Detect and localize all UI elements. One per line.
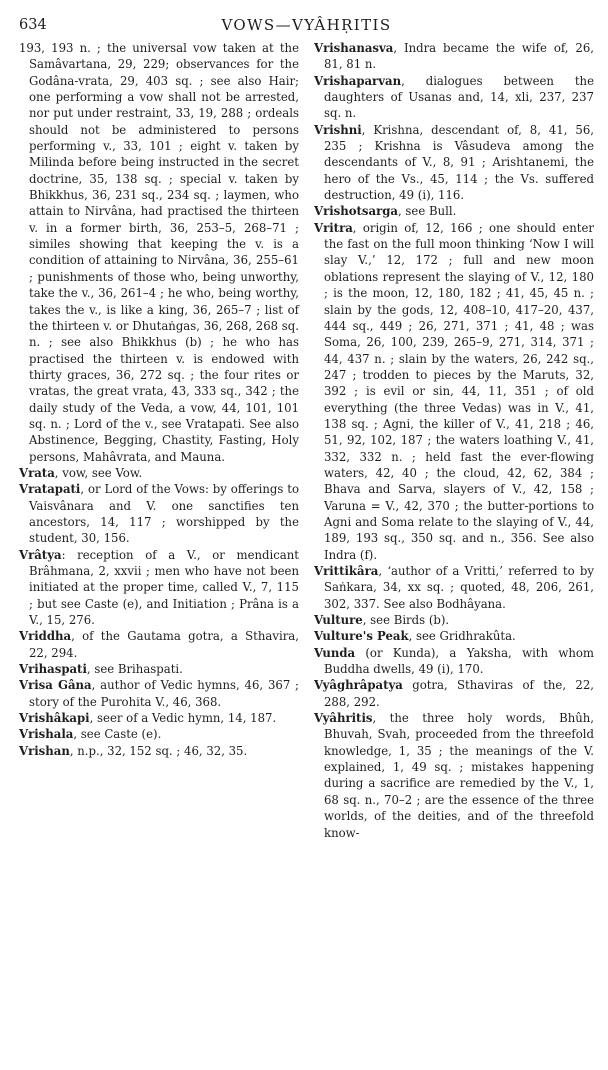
index-entry	[314, 710, 594, 841]
entry-headword: Vriddha	[19, 629, 72, 644]
index-entry	[314, 40, 594, 73]
index-entry	[314, 628, 594, 644]
index-columns	[19, 40, 594, 841]
entry-headword: Vrishotsarga	[314, 204, 398, 219]
entry-headword: Vrihaspati	[19, 662, 87, 677]
page-number: 634	[19, 17, 47, 33]
entry-headword: Vrishaparvan	[314, 73, 402, 88]
entry-text: , the three holy words, Bhûh, Bhuvah, Svah, proceeded from the threefold knowledge, 1, 35 ; the meanings of the V. explained, 1, 49 sq. ; mistakes happening during a sacrifice are remedied by the V., 1, 68 sq. n., 70–2 ; are the essence of the three worlds, of the deities, and of the threefold know-	[324, 711, 594, 840]
index-entry	[314, 203, 594, 219]
index-entry	[314, 122, 594, 204]
entry-text: , or Lord of the Vows: by offerings to Vaisvânara and V. one sanctifies ten ancestors, 14, 117 ; worshipped by the student, 30, 156.	[29, 482, 299, 546]
entry-text: , see Brihaspati.	[86, 662, 183, 677]
running-head: VOWS—VYÂHṚITIS	[221, 16, 392, 34]
index-entry	[314, 677, 594, 710]
entry-text: , see Birds (b).	[362, 613, 450, 628]
entry-headword: Vulture's Peak	[314, 629, 409, 644]
index-entry	[19, 547, 299, 629]
index-entry	[19, 677, 299, 710]
left-column	[19, 40, 299, 841]
entry-headword: Vratapati	[19, 482, 81, 497]
entry-text: , see Gridhrakûta.	[408, 629, 516, 644]
entry-headword: Vrishanasva	[314, 41, 394, 55]
entry-headword: Vyâhritis	[314, 711, 373, 726]
entry-text: : reception of a V., or mendicant Brâhmana, 2, xxvii ; men who have not been initiated at the proper time, called V., 7, 115 ; but see Caste (e), and Initiation ; Prâna is a V., 15, 276.	[29, 547, 299, 628]
index-entry	[314, 563, 594, 612]
index-entry	[19, 481, 299, 546]
entry-headword: Vrâtya	[19, 547, 62, 562]
index-entry	[19, 628, 299, 661]
index-entry	[19, 40, 299, 465]
entry-headword: Vrata	[19, 465, 55, 480]
entry-text: , Indra became the wife of, 26, 81, 81 n.	[324, 41, 594, 72]
index-entry	[314, 73, 594, 122]
entry-text: , vow, see Vow.	[54, 465, 143, 480]
index-entry	[314, 220, 594, 563]
entry-text: , origin of, 12, 166 ; one should enter the fast on the full moon thinking ‘Now I will slay V.,’ 12, 172 ; full and new moon oblations represent the slaying of V., 12, 180 ; is the moon, 12, 180, 182 ; 41, 45, 45 n. ; slain by the gods, 12, 408–10, 417–20, 437, 444 sq., 449 ; 26, 271, 371 ; 41, 48 ; was Soma, 26, 100, 239, 265–9, 271, 314, 371 ; 44, 437 n. ; slain by the waters, 26, 242 sq., 247 ; trodden to pieces by the Maruts, 32, 392 ; is evil or sin, 44, 11, 351 ; of old everything (the three Vedas) was in V., 41, 138 sq. ; Agni, the killer of V., 41, 218 ; 46, 51, 92, 102, 187 ; the waters loathing V., 41, 332, 332 n. ; held fast the ever-flowing waters, 42, 40 ; the cloud, 42, 62, 384 ; Bhava and Sarva, slayers of V., 42, 158 ; Varuna = V., 42, 370 ; the butter-portions to Agni and Soma relate to the slaying of V., 44, 189, 193 sq., 350 sq. and n., 356. See also Indra (f).	[324, 220, 594, 562]
entry-text: (or Kunda), a Yaksha, with whom Buddha dwells, 49 (i), 170.	[324, 645, 594, 677]
entry-headword: Vrittikâra	[314, 564, 379, 578]
index-entry	[314, 645, 594, 678]
entry-headword: Vrishâkapi	[19, 711, 90, 726]
entry-text: , author of Vedic hymns, 46, 367 ; story of the Purohita V., 46, 368.	[29, 678, 299, 709]
index-entry	[314, 612, 594, 628]
index-entry	[19, 661, 299, 677]
entry-headword: Vrishan	[19, 743, 70, 758]
entry-text: , seer of a Vedic hymn, 14, 187.	[89, 711, 277, 726]
index-entry	[19, 710, 299, 726]
index-entry	[19, 743, 299, 759]
index-entry	[19, 465, 299, 481]
entry-text: 193, 193 n. ; the universal vow taken at the Samâvartana, 29, 229; observances for the Godâna-vrata, 29, 403 sq. ; see also Hair; one performing a vow shall not be arrested, nor put under restraint, 33, 19, 288 ; ordeals should not be administered to persons performing v., 33, 101 ; eight v. taken by Milinda before being instructed in the secret doctrine, 35, 138 sq. ; special v. taken by Bhikkhus, 36, 231 sq., 234 sq. ; laymen, who attain to Nirvâna, had practised the thirteen v. in a former birth, 36, 253–5, 268–71 ; similes showing that keeping the v. is a condition of attaining to Nirvâna, 36, 255–61 ; punishments of those who, being unworthy, take the v., 36, 261–4 ; he who, being worthy, takes the v., is like a king, 36, 265–7 ; list of the thirteen v. or Dhutaṅgas, 36, 268, 268 sq. n. ; see also Bhikkhus (b) ; he who has practised the thirteen v. is endowed with thirty graces, 36, 272 sq. ; the four rites or vratas, the great vrata, 43, 333 sq., 342 ; the daily study of the Veda, a vow, 44, 101, 101 sq. n. ; Lord of the v., see Vratapati. See also Abstinence, Begging, Chastity, Fasting, Holy persons, Mahâvrata, and Mauna.	[19, 41, 299, 464]
index-entry	[19, 726, 299, 742]
entry-headword: Vrisa Gâna	[19, 678, 92, 693]
entry-headword: Vrishala	[19, 727, 74, 742]
entry-text: , ‘author of a Vritti,’ referred to by Saṅkara, 34, xx sq. ; quoted, 48, 206, 261, 302, 337. See also Bodhâyana.	[324, 564, 594, 611]
entry-text: , Krishna, descendant of, 8, 41, 56, 235 ; Krishna is Vâsudeva among the descendants of V., 8, 91 ; Arishtanemi, the hero of the Vs., 45, 114 ; the Vs. suffered destruction, 49 (i), 116.	[324, 122, 594, 203]
entry-headword: Vunda	[314, 645, 356, 660]
entry-text: , dialogues between the daughters of Usanas and, 14, xli, 237, 237 sq. n.	[324, 73, 594, 121]
entry-headword: Vritra	[314, 220, 353, 235]
right-column	[314, 40, 594, 841]
page-header	[19, 14, 594, 36]
entry-text: gotra, Sthaviras of the, 22, 288, 292.	[324, 678, 594, 709]
entry-headword: Vulture	[314, 613, 363, 628]
entry-text: , see Bull.	[398, 204, 457, 219]
entry-text: , see Caste (e).	[73, 727, 162, 742]
entry-headword: Vyâghrâpatya	[314, 678, 403, 693]
entry-text: , n.p., 32, 152 sq. ; 46, 32, 35.	[69, 743, 248, 758]
entry-headword: Vrishni	[314, 122, 362, 137]
entry-text: , of the Gautama gotra, a Sthavira, 22, 294.	[29, 629, 299, 660]
